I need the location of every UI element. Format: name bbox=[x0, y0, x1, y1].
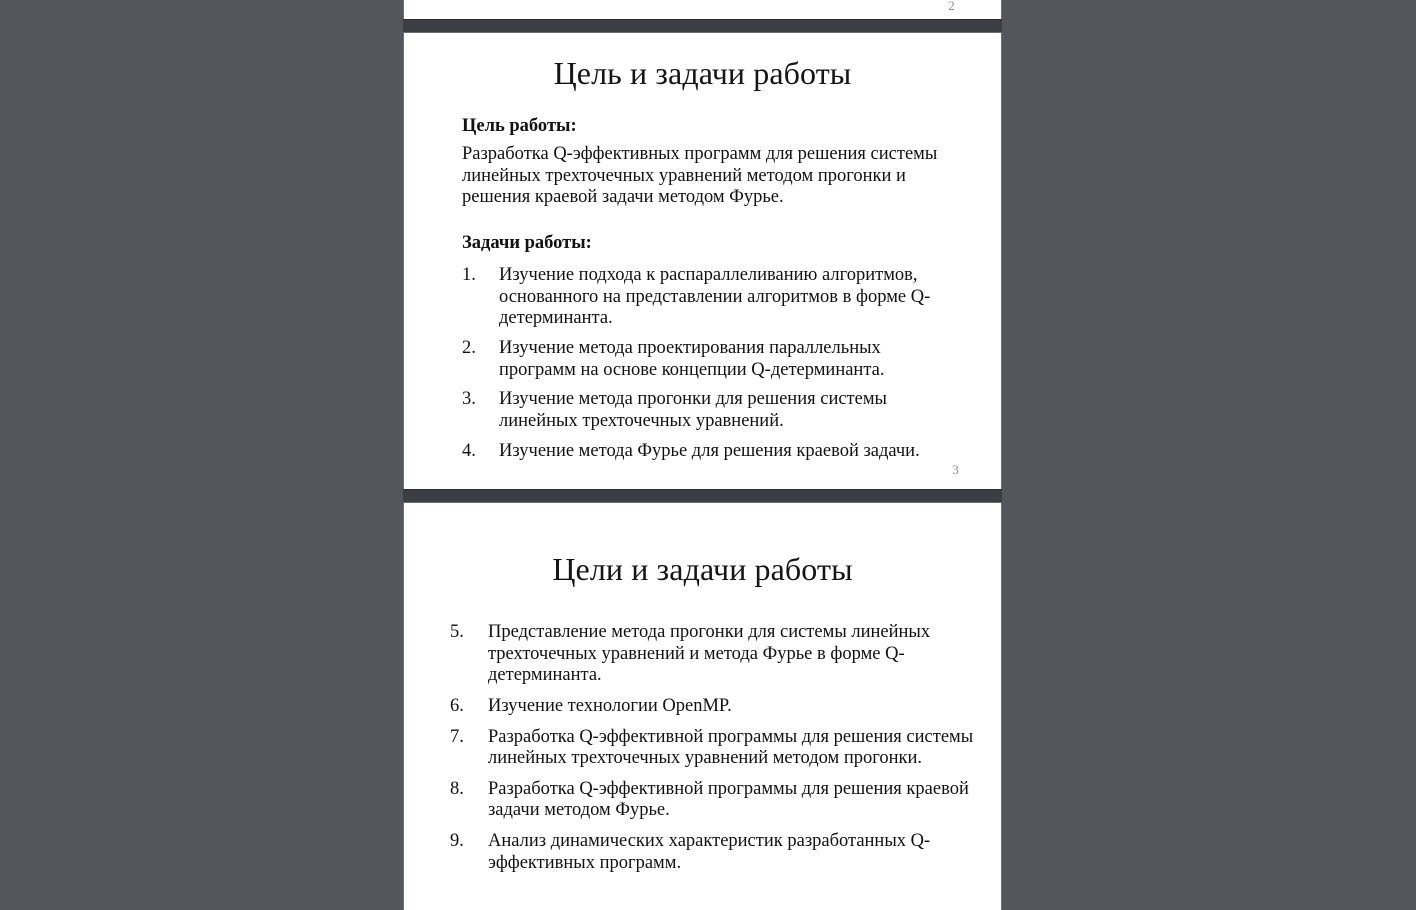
slide-4-title: Цели и задачи работы bbox=[552, 551, 853, 587]
list-item-number: 2. bbox=[462, 338, 476, 359]
list-item-number: 5. bbox=[450, 622, 464, 642]
page-number-2: 2 bbox=[948, 0, 955, 13]
page-separator-2 bbox=[403, 489, 1002, 503]
tasks-heading: Задачи работы: bbox=[462, 233, 592, 254]
list-item-number: 8. bbox=[450, 778, 464, 799]
list-item-text: Анализ динамических характеристик разработанных Q-эффективных программ. bbox=[488, 831, 931, 873]
list-item bbox=[462, 338, 955, 381]
list-item bbox=[462, 441, 955, 463]
list-item bbox=[462, 389, 955, 432]
list-item bbox=[450, 622, 975, 687]
list-item bbox=[450, 779, 975, 822]
list-item-text: Разработка Q-эффективной программы для решения краевой задачи методом Фурье. bbox=[488, 778, 969, 821]
list-item-text: Изучение метода Фурье для решения краевой задачи. bbox=[499, 440, 920, 461]
slide-page-4[interactable] bbox=[403, 503, 1002, 910]
list-item-number: 9. bbox=[450, 831, 464, 852]
list-item-text: Изучение технологии OpenMP. bbox=[488, 695, 732, 716]
page-number-3: 3 bbox=[952, 462, 959, 477]
slide-4-body bbox=[404, 622, 1001, 874]
list-item-text: Изучение метода прогонки для решения системы линейных трехточечных уравнений. bbox=[499, 389, 887, 431]
slide-4-task-list bbox=[450, 622, 975, 874]
goal-text: Разработка Q-эффективных программ для решения системы линейных трехточечных уравнений методом прогонки и решения краевой задачи методом Фурье. bbox=[462, 143, 938, 208]
slide-page-2-partial[interactable] bbox=[403, 0, 1002, 19]
list-item bbox=[450, 727, 975, 770]
slide-3-body bbox=[404, 116, 1001, 462]
list-item-number: 4. bbox=[462, 440, 476, 461]
list-item bbox=[450, 831, 975, 874]
slide-page-3[interactable] bbox=[403, 33, 1002, 489]
document-viewer[interactable] bbox=[403, 0, 1002, 897]
list-item-number: 1. bbox=[462, 265, 476, 286]
list-item-number: 3. bbox=[462, 389, 476, 410]
list-item-text: Изучение подхода к распараллеливанию алгоритмов, основанного на представлении алгоритмов в форме Q-детерминанта. bbox=[499, 265, 931, 329]
list-item-number: 7. bbox=[450, 726, 464, 747]
slide-3-task-list bbox=[462, 265, 955, 462]
list-item bbox=[462, 265, 955, 330]
list-item-number: 6. bbox=[450, 695, 464, 716]
goal-heading: Цель работы: bbox=[462, 116, 577, 136]
list-item bbox=[450, 696, 975, 718]
list-item-text: Разработка Q-эффективной программы для решения системы линейных трехточечных уравнений методом прогонки. bbox=[488, 726, 974, 769]
list-item-text: Изучение метода проектирования параллельных программ на основе концепции Q-детерминанта. bbox=[499, 338, 885, 380]
slide-3-title: Цель и задачи работы bbox=[553, 55, 852, 91]
page-separator-1 bbox=[403, 19, 1002, 33]
list-item-text: Представление метода прогонки для системы линейных трехточечных уравнений и метода Фурье в форме Q-детерминанта. bbox=[488, 622, 931, 686]
